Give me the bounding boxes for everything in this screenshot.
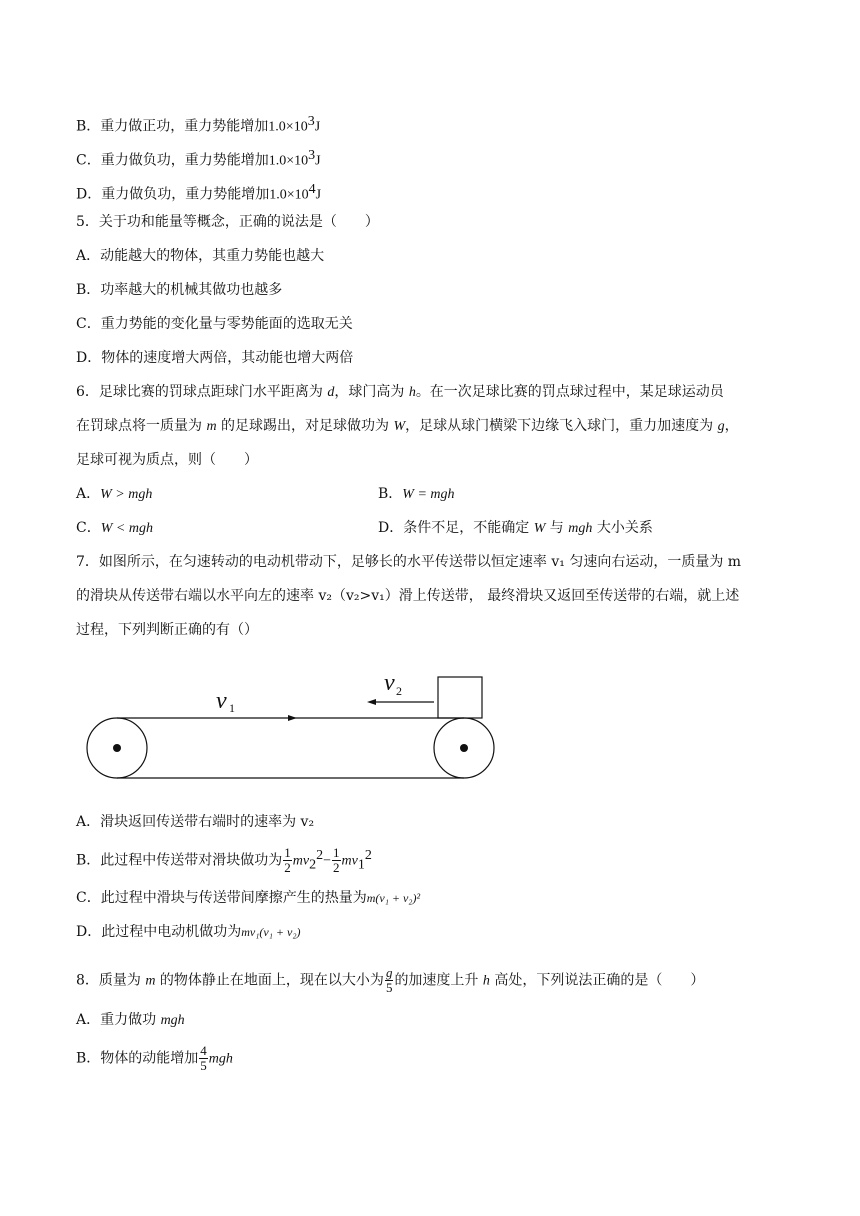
q6-stem-line2: 在罚球点将一质量为 m 的足球踢出，对足球做功为 W，足球从球门横梁下边缘飞入球门，重力加速度为 g， <box>76 418 739 434</box>
q6-option-b: B．W = mgh <box>378 486 455 502</box>
q7-stem-line2: 的滑块从传送带右端以水平向左的速率 v₂（v₂>v₁）滑上传送带， 最终滑块又返回至传送带的右端，就上述 <box>76 588 740 604</box>
q6-option-d: D．条件不足，不能确定 W 与 mgh 大小关系 <box>378 520 653 536</box>
q7-stem-line3: 过程，下列判断正确的有（） <box>76 622 258 638</box>
q5-option-a: A．动能越大的物体，其重力势能也越大 <box>76 248 325 264</box>
q6-stem-line1: 6．足球比赛的罚球点距球门水平距离为 d，球门高为 h。在一次足球比赛的罚点球过程中，某足球运动员 <box>76 384 724 400</box>
q8-stem: 8．质量为 m 的物体静止在地面上，现在以大小为 $\frac{g}{5}$ 的加速度上升 h 高处，下列说法正确的是（ ） <box>76 965 705 995</box>
q4-option-d: D．重力做负功，重力势能增加$1.0\times 10^4J$ <box>76 182 322 203</box>
v2-arrowhead <box>367 699 376 705</box>
v2-label: v <box>384 670 395 696</box>
q6-stem-line3: 足球可视为质点，则（ ） <box>76 452 258 468</box>
q4-option-b: B．重力做正功，重力势能增加$1.0\times 10^3J$ <box>76 114 321 135</box>
q5-option-b: B．功率越大的机械其做功也越多 <box>76 282 283 298</box>
left-pulley-axle <box>113 744 121 752</box>
q7-stem-line1: 7．如图所示，在匀速转动的电动机带动下，足够长的水平传送带以恒定速率 v₁ 匀速向右运动，一质量为 m <box>76 554 742 570</box>
q6-option-a: A．W > mgh <box>76 486 153 502</box>
q5-option-c: C．重力势能的变化量与零势能面的选取无关 <box>76 316 353 332</box>
q5-stem: 5．关于功和能量等概念，正确的说法是（ ） <box>76 214 379 230</box>
slider-block <box>438 677 482 718</box>
q7-option-d: D．此过程中电动机做功为mv₁(v₁ + v₂) <box>76 924 301 940</box>
right-pulley-axle <box>460 744 468 752</box>
q7-option-a: A．滑块返回传送带右端时的速率为 v₂ <box>76 814 315 830</box>
v1-label-sub: 1 <box>229 701 235 715</box>
q6-option-c: C．W < mgh <box>76 520 153 536</box>
v2-label-sub: 2 <box>396 684 402 698</box>
v1-label: v <box>216 688 227 714</box>
q7-option-c: C．此过程中滑块与传送带间摩擦产生的热量为m(v₁ + v₂)² <box>76 890 421 906</box>
q5-option-d: D．物体的速度增大两倍，其动能也增大两倍 <box>76 350 354 366</box>
q7-option-b: B．此过程中传送带对滑块做功为 $\frac{1}{2}$ $mv_2^2-$ $\frac{1}{2}$ $mv_1^2$ <box>76 845 372 876</box>
q8-option-b: B．物体的动能增加 $\frac{4}{5}$ mgh <box>76 1043 233 1073</box>
q4-option-c: C．重力做负功，重力势能增加$1.0\times 10^3J$ <box>76 148 321 169</box>
conveyor-belt-figure <box>84 668 504 788</box>
q8-option-a: A．重力做功 mgh <box>76 1012 185 1028</box>
v1-arrowhead <box>288 715 297 721</box>
